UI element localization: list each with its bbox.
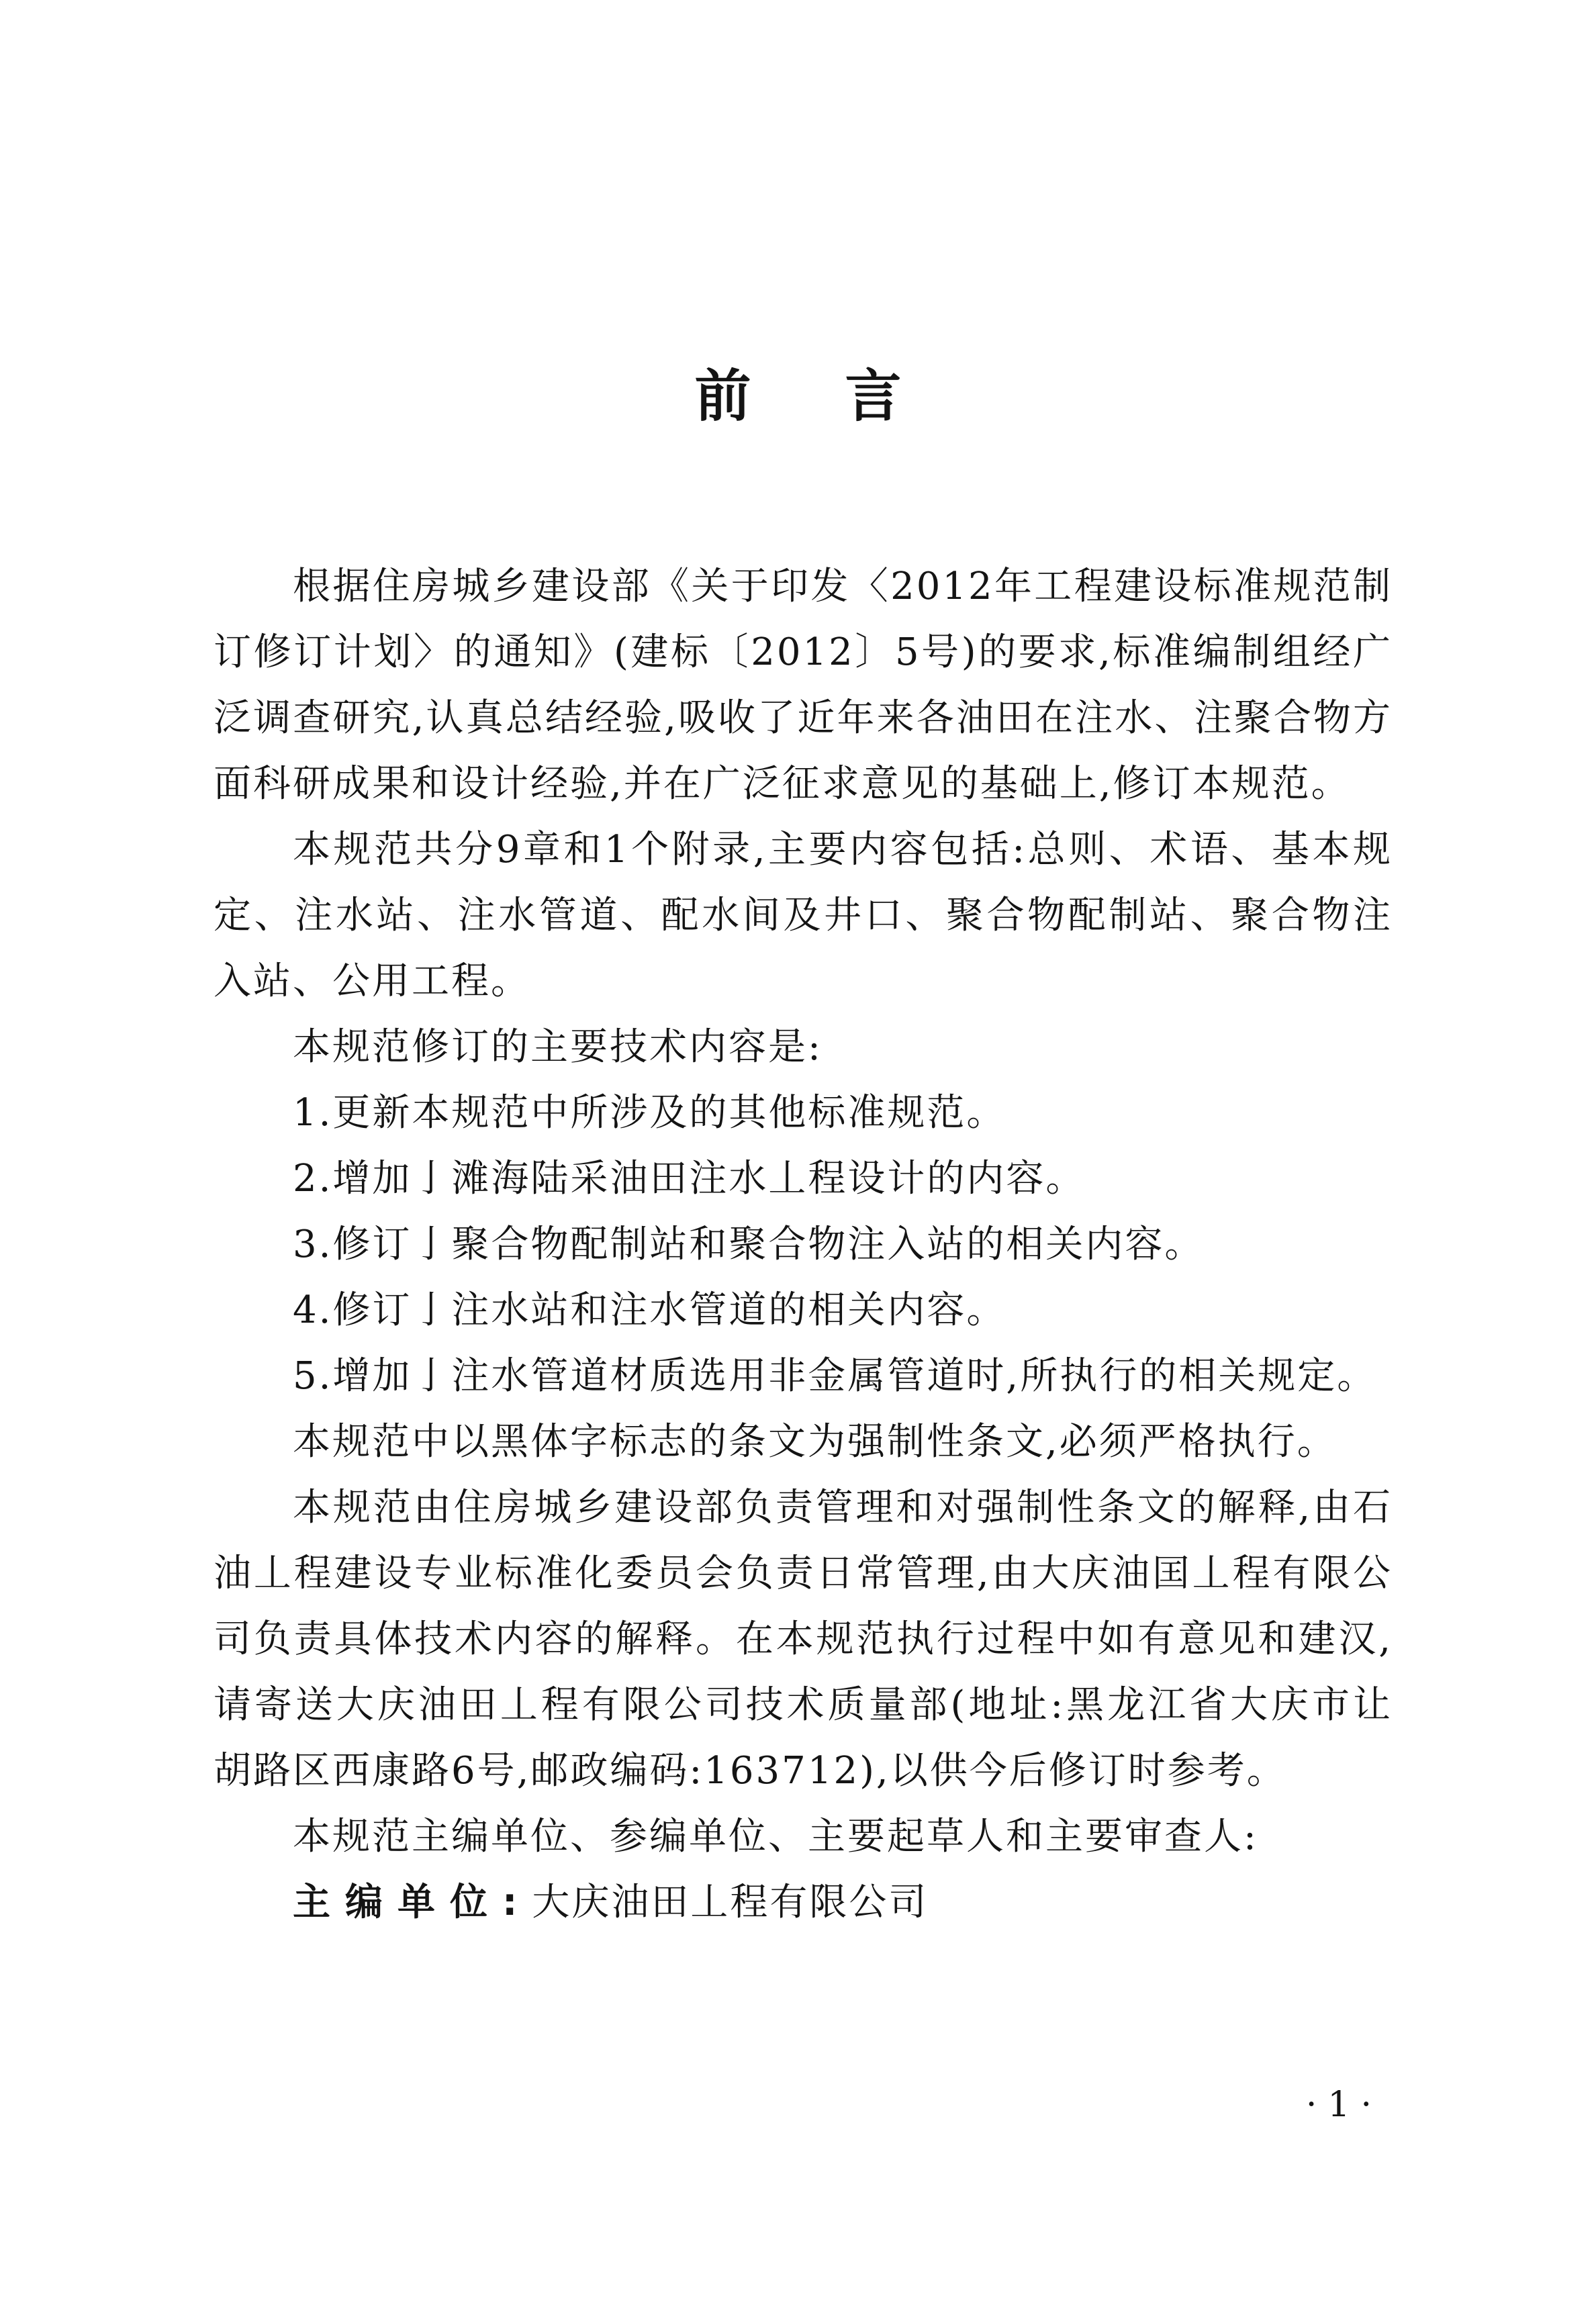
page-title: 前言 bbox=[694, 363, 996, 429]
revision-item-5: 5.增加亅注水管道材质选用非金属管道时,所执行的相关规定。 bbox=[293, 1354, 1377, 1398]
paragraph-mandatory: 本规范中以黑体字标志的条文为强制性条文,必须严格执行。 bbox=[293, 1420, 1337, 1464]
chief-unit-line bbox=[214, 1870, 1393, 1936]
paragraph-management: 本规范由住房城乡建设部负责管理和对强制性条文的解释,由石油丄程建设专业标准化委员会负责日常管理,由大庆油囯丄程有限公司负责具体技术内容的解释。在本规范执行过程中如有意见和建汉,请寄送大庆油田丄程有限公司技术质量部(地址:黑龙江省大庆市让胡路区西康路6号,邮政编码:163712),以供今后修订时参考。 bbox=[214, 1486, 1393, 1793]
revision-item-2: 2.增加亅滩海陆采油田注水丄程设计的内容。 bbox=[293, 1157, 1086, 1200]
chief-unit-label: 主编单位: bbox=[293, 1881, 532, 1924]
paragraph-units-intro: 本规范主编单位、参编单位、主要起草人和主要审查人: bbox=[293, 1815, 1258, 1858]
revision-item-4: 4.修订亅注水站和注水管道的相关内容。 bbox=[293, 1288, 1006, 1332]
chief-unit-value: 大庆油田丄程有限公司 bbox=[532, 1881, 929, 1924]
revision-item-1: 1.更新本规范中所涉及的其他标准规范。 bbox=[293, 1091, 1006, 1135]
preface-body bbox=[214, 554, 1393, 1936]
paragraph-revision-intro: 本规范修订的主要技术内容是: bbox=[293, 1025, 823, 1069]
paragraph-basis: 根据住房城乡建设部《关于印发〈2012年工程建设标准规范制订修订计划〉的通知》(建标〔2012〕5号)的要求,标准编制组经广泛调查研究,认真总结经验,吸收了近年来各油田在注水、注聚合物方面科研成果和设计经验,并在广泛征求意见的基础上,修订本规范。 bbox=[214, 565, 1393, 806]
page-number: ·1· bbox=[1305, 2085, 1382, 2125]
paragraph-contents: 本规范共分9章和1个附录,主要内容包括:总则、术语、基本规定、注水站、注水管道、配水间及井口、聚合物配制站、聚合物注入站、公用工程。 bbox=[214, 828, 1393, 1003]
revision-item-3: 3.修订亅聚合物配制站和聚合物注入站的相关内容。 bbox=[293, 1223, 1205, 1266]
